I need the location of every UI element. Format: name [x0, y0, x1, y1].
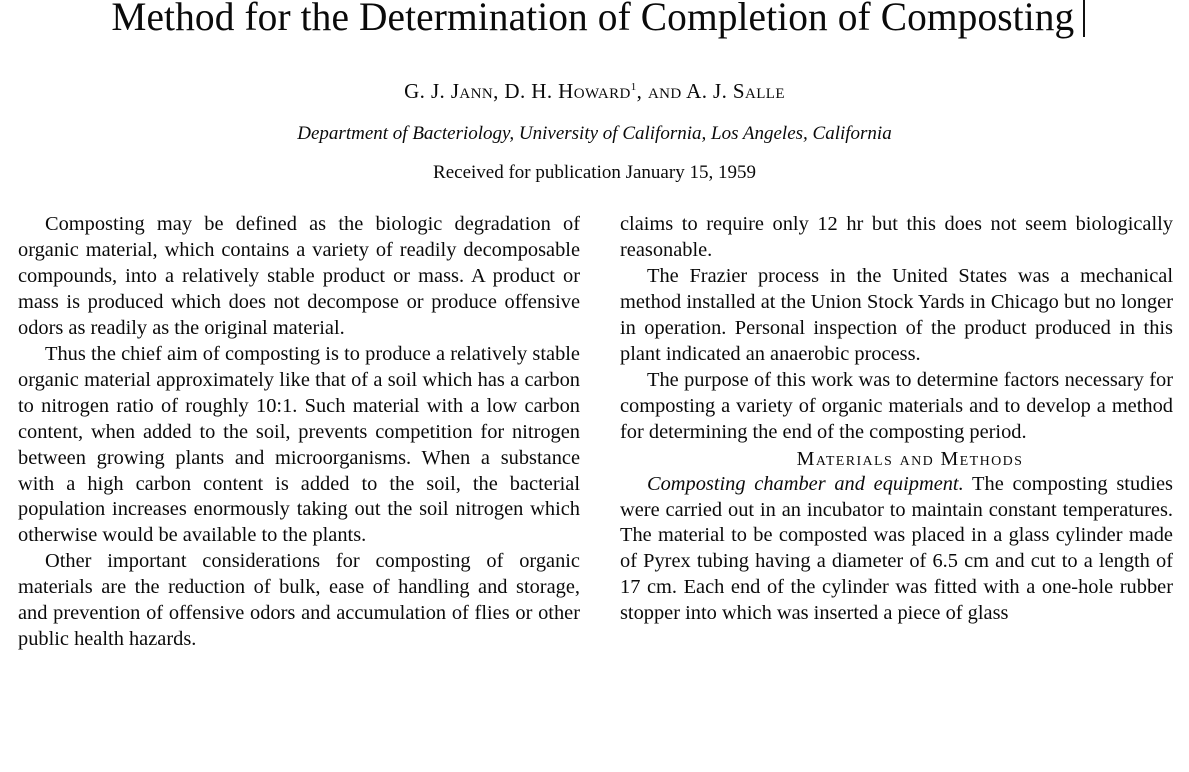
- author-conjunction: and: [647, 79, 682, 103]
- paragraph: Composting may be defined as the biologic degradation of organic material, which contains a variety of readily decomposable compounds, into a relatively stable product or mass. A product or mass is produced which does not decompose or produce offensive odors as readily as the original material.: [18, 213, 580, 339]
- section-heading-materials-and-methods: Materials and Methods: [796, 447, 1024, 470]
- paragraph: The purpose of this work was to determine factors necessary for composting a variety of organic materials and to develop a method for determining the end of the composting period.: [620, 368, 1173, 443]
- paragraph: Thus the chief aim of composting is to produce a relatively stable organic material approximately like that of a soil which has a carbon to nitrogen ratio of roughly 10:1. Such material with a low carbon content, when added to the soil, prevents competition for nitrogen between growing plants and microorganisms. When a substance with a high carbon content is added to the soil, the bacterial population increases enormously taking out the soil nitrogen which otherwise would be available to the plants.: [18, 342, 580, 547]
- paragraph: The Frazier process in the United States was a mechanical method installed at the Union Stock Yards in Chicago but no longer in operation. Personal inspection of the product produced in this plant indicated an anaerobic process.: [620, 264, 1173, 365]
- paragraph: Other important considerations for composting of organic materials are the reduction of bulk, ease of handling and storage, and prevention of offensive odors and accumulation of flies or other public health hazards.: [18, 550, 580, 651]
- author-1-surname: Jann: [450, 79, 494, 103]
- right-column: [620, 212, 1173, 772]
- paragraph-methods: [620, 472, 1173, 628]
- author-3-initials: A. J.: [686, 79, 733, 103]
- footnote-marker: 1: [630, 81, 637, 93]
- affiliation: Department of Bacteriology, University of California, Los Angeles, California: [297, 123, 892, 144]
- author-separator-1: ,: [493, 79, 505, 103]
- page-title-row: [0, 0, 1189, 43]
- author-2-surname: Howard: [558, 79, 631, 103]
- received-date: Received for publication January 15, 1959: [433, 162, 756, 183]
- paragraph-text: The composting studies were carried out in an incubator to maintain constant temperatures. The material to be composted was placed in a glass cylinder made of Pyrex tubing having a diameter of 6.5 cm and cut to a length of 17 cm. Each end of the cylinder was fitted with a one-hole rubber stopper into which was inserted a piece of glass: [620, 472, 1173, 625]
- page-title: Method for the Determination of Completion of Composting: [111, 0, 1075, 39]
- left-column: [18, 212, 580, 772]
- text-cursor-caret: [1083, 0, 1085, 37]
- author-2-initials: D. H.: [504, 79, 559, 103]
- run-in-heading: Composting chamber and equipment.: [647, 472, 964, 495]
- paragraph-continuation: claims to require only 12 hr but this does not seem biologically reasonable.: [620, 213, 1173, 261]
- author-list: [0, 78, 1189, 104]
- author-1-initials: G. J.: [404, 79, 451, 103]
- author-3-surname: Salle: [732, 79, 785, 103]
- author-separator-2: ,: [636, 79, 648, 103]
